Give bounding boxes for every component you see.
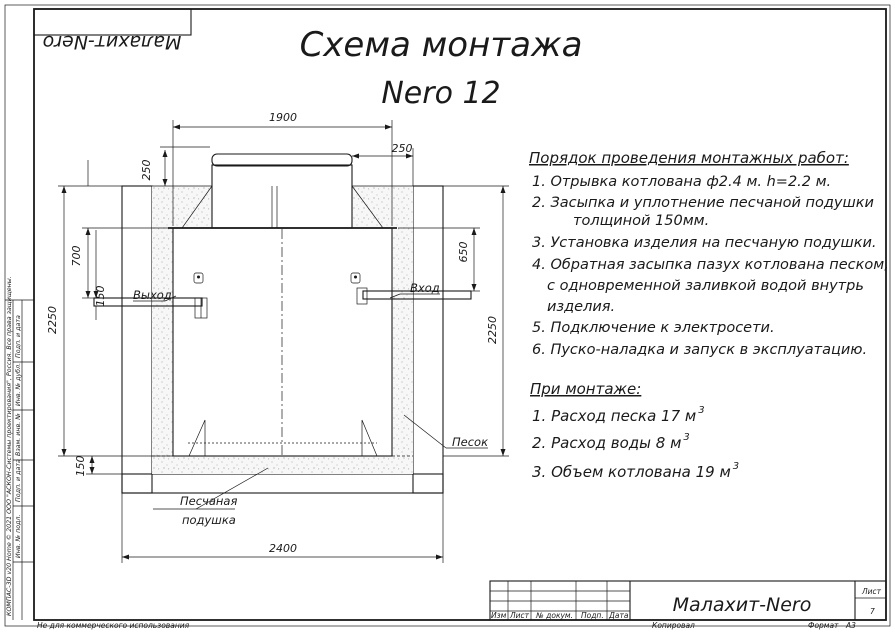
mirrored-stamp (34, 9, 191, 53)
dim-250-right: 250 (391, 142, 413, 155)
sand-cushion-label-2: подушка (182, 513, 236, 527)
procedure-item: 5. Подключение к электросети. (532, 320, 775, 336)
title-block-name: Малахит-Nero (672, 594, 812, 616)
mounting-item: 2. Расход воды 8 м $^3$ (532, 432, 690, 452)
dim-1900: 1900 (269, 111, 297, 124)
procedure-item: 2. Засыпка и уплотнение песчаной подушки (532, 195, 874, 211)
pit-diagram (94, 154, 488, 527)
sand-label: Песок (452, 435, 489, 449)
tb-col: Подп. (581, 611, 604, 620)
format-value: А3 (846, 621, 856, 630)
sand-cushion-label-1: Песчаная (180, 494, 238, 508)
tb-col: № докум. (536, 611, 573, 620)
left-side-strip (5, 276, 34, 620)
tb-col: Лист (510, 611, 530, 620)
procedure-item: толщиной 150мм. (573, 213, 710, 229)
copyright-text: КОМПАС-3D v20 Home © 2021 ООО "АСКОН-Системы проектирования", Россия. Все права защищены. (6, 276, 13, 616)
dim-2250-right: 2250 (486, 316, 499, 344)
side-cell: Подп. и дата (15, 315, 22, 358)
mounting-item: 3. Объем котлована 19 м $^3$ (532, 461, 740, 481)
procedure-item: 4. Обратная засыпка пазух котлована песком, (532, 257, 889, 273)
side-cell: Инв. № подл. (15, 514, 22, 558)
dim-2250-left: 2250 (46, 306, 59, 334)
tank-body (173, 228, 392, 456)
outlet-label: Выход (133, 288, 172, 302)
procedure-item: 1. Отрывка котлована ф2.4 м. h=2.2 м. (532, 174, 832, 190)
tank-neck (212, 165, 352, 228)
format-label: Формат (808, 621, 839, 630)
side-cell: Взам. инв. № (15, 413, 22, 456)
inlet-label: Вход (410, 281, 440, 295)
sand-backfill (152, 186, 413, 474)
tb-col: Дата (609, 611, 629, 620)
mounting-heading: При монтаже: (530, 380, 642, 398)
tank-lid (212, 154, 352, 166)
procedure-item: с одновременной заливкой водой внутрь (547, 278, 864, 294)
procedure-item: изделия. (547, 299, 616, 315)
pit-wall-left (122, 186, 152, 493)
dim-250-left: 250 (140, 159, 153, 181)
procedure-item: 6. Пуско-наладка и запуск в эксплуатацию. (532, 342, 868, 358)
sheet-label: Лист (862, 587, 882, 596)
copied-label: Копировал (652, 621, 695, 630)
mounting-item: 1. Расход песка 17 м $^3$ (532, 405, 705, 425)
sheet-number: 7 (870, 607, 875, 616)
dim-700: 700 (70, 245, 83, 267)
pit-wall-bottom (122, 474, 443, 493)
dim-650: 650 (457, 241, 470, 263)
side-cell: Подп. и дата (15, 459, 22, 502)
mirrored-stamp-text: Малахит-Nero (42, 31, 182, 53)
drawing-subtitle: Nero 12 (381, 76, 501, 111)
side-cell: Инв. № дубл. (15, 362, 22, 406)
dim-150-bottom: 150 (74, 455, 87, 477)
procedure-heading: Порядок проведения монтажных работ: (529, 149, 849, 167)
dim-2400: 2400 (269, 542, 297, 555)
procedure-section (529, 149, 889, 358)
procedure-item: 3. Установка изделия на песчаную подушки. (532, 235, 877, 251)
pit-wall-right (413, 186, 443, 493)
title-block (490, 581, 886, 620)
dim-150-top: 150 (94, 285, 107, 307)
drawing-title: Схема монтажа (299, 25, 583, 65)
tb-col: Изм (491, 611, 507, 620)
footer-note: Не для коммерческого использования (37, 621, 190, 630)
dimensions (46, 111, 509, 563)
mounting-section (530, 380, 739, 481)
